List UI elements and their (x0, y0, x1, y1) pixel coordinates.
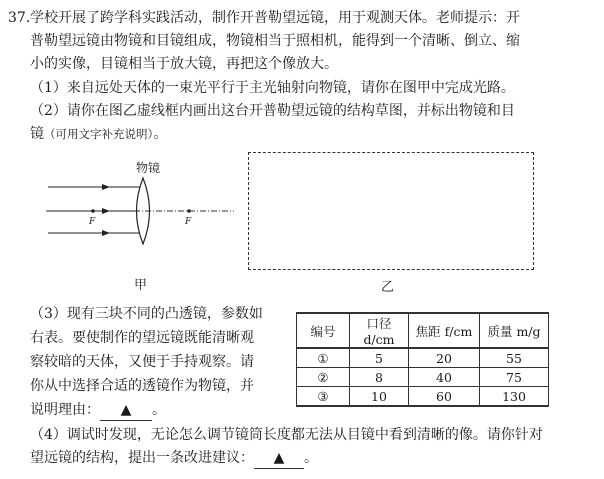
focal-point-left (91, 209, 95, 213)
part3-line3: 察较暗的天体，又便于手持观察。请 (30, 354, 254, 370)
part3-line4: 你从中选择合适的透镜作为物镜，并 (30, 378, 254, 394)
focal-label-left: F (89, 217, 96, 227)
table-cell: 8 (350, 368, 409, 387)
table-cell: 60 (409, 387, 480, 407)
part4-suggestion-prefix: 望远镜的结构，提出一条改进建议： (30, 450, 254, 466)
part2-line2 (30, 124, 167, 144)
table-header-row (297, 313, 549, 348)
table-header-diameter: 口径 d/cm (350, 313, 409, 348)
table-header-focal: 焦距 f/cm (409, 313, 480, 348)
question-number: 37. (8, 10, 31, 26)
table-cell: 5 (350, 348, 409, 368)
table-row (297, 387, 549, 407)
table-cell: 55 (480, 348, 549, 368)
part4-line2 (30, 448, 318, 469)
part2-line1: （2）请你在图乙虚线框内画出这台开普勒望远镜的结构草图，并标出物镜和目 (30, 103, 515, 119)
part3-answer-blank[interactable]: ▲ (100, 400, 152, 421)
table-row (297, 368, 549, 387)
figure-yi-caption: 乙 (381, 280, 395, 295)
intro-line-2: 普勒望远镜由物镜和目镜组成，物镜相当于照相机，能得到一个清晰、倒立、缩 (30, 33, 520, 49)
part3-line1: （3）现有三块不同的凸透镜，参数如 (30, 306, 263, 322)
part4-answer-blank[interactable]: ▲ (254, 448, 304, 469)
intro-line-1: 学校开展了跨学科实践活动，制作开普勒望远镜，用于观测天体。老师提示：开 (30, 10, 520, 26)
part3-line2: 右表。要使制作的望远镜既能清晰观 (30, 330, 254, 346)
table-cell: 10 (350, 387, 409, 407)
ray-top-arrow (102, 184, 110, 190)
part3-period: 。 (152, 402, 166, 418)
part4-period: 。 (304, 450, 318, 466)
table-cell: 75 (480, 368, 549, 387)
table-cell: 40 (409, 368, 480, 387)
ray-middle-arrow (102, 208, 110, 214)
table-cell: ③ (297, 387, 350, 407)
table-header-id: 编号 (297, 313, 350, 348)
part4-line1: （4）调试时发现，无论怎么调节镜筒长度都无法从目镜中看到清晰的像。请你针对 (30, 427, 543, 443)
lens-parameter-table (296, 312, 549, 407)
table-cell: 130 (480, 387, 549, 407)
table-cell: 20 (409, 348, 480, 368)
table-header-mass: 质量 m/g (480, 313, 549, 348)
ray-bottom-arrow (102, 230, 110, 236)
part3-reason-prefix: 说明理由： (30, 402, 100, 418)
figure-jia (40, 158, 240, 268)
part2-note: （可用文字补充说明） (44, 127, 154, 141)
table-cell: ① (297, 348, 350, 368)
intro-line-3: 小的实像，目镜相当于放大镜，再把这个像放大。 (30, 56, 338, 72)
lens-label: 物镜 (136, 161, 161, 175)
table-row (297, 348, 549, 368)
figure-yi-dashed-box (248, 152, 534, 270)
focal-point-right (187, 209, 191, 213)
part3-line5 (30, 400, 166, 421)
part2-period: 。 (153, 126, 168, 142)
focal-label-right: F (185, 217, 192, 227)
part1-text: （1）来自远处天体的一束光平行于主光轴射向物镜，请你在图甲中完成光路。 (30, 80, 515, 96)
part2-word: 镜 (30, 126, 44, 142)
figure-jia-caption: 甲 (134, 278, 148, 293)
table-cell: ② (297, 368, 350, 387)
